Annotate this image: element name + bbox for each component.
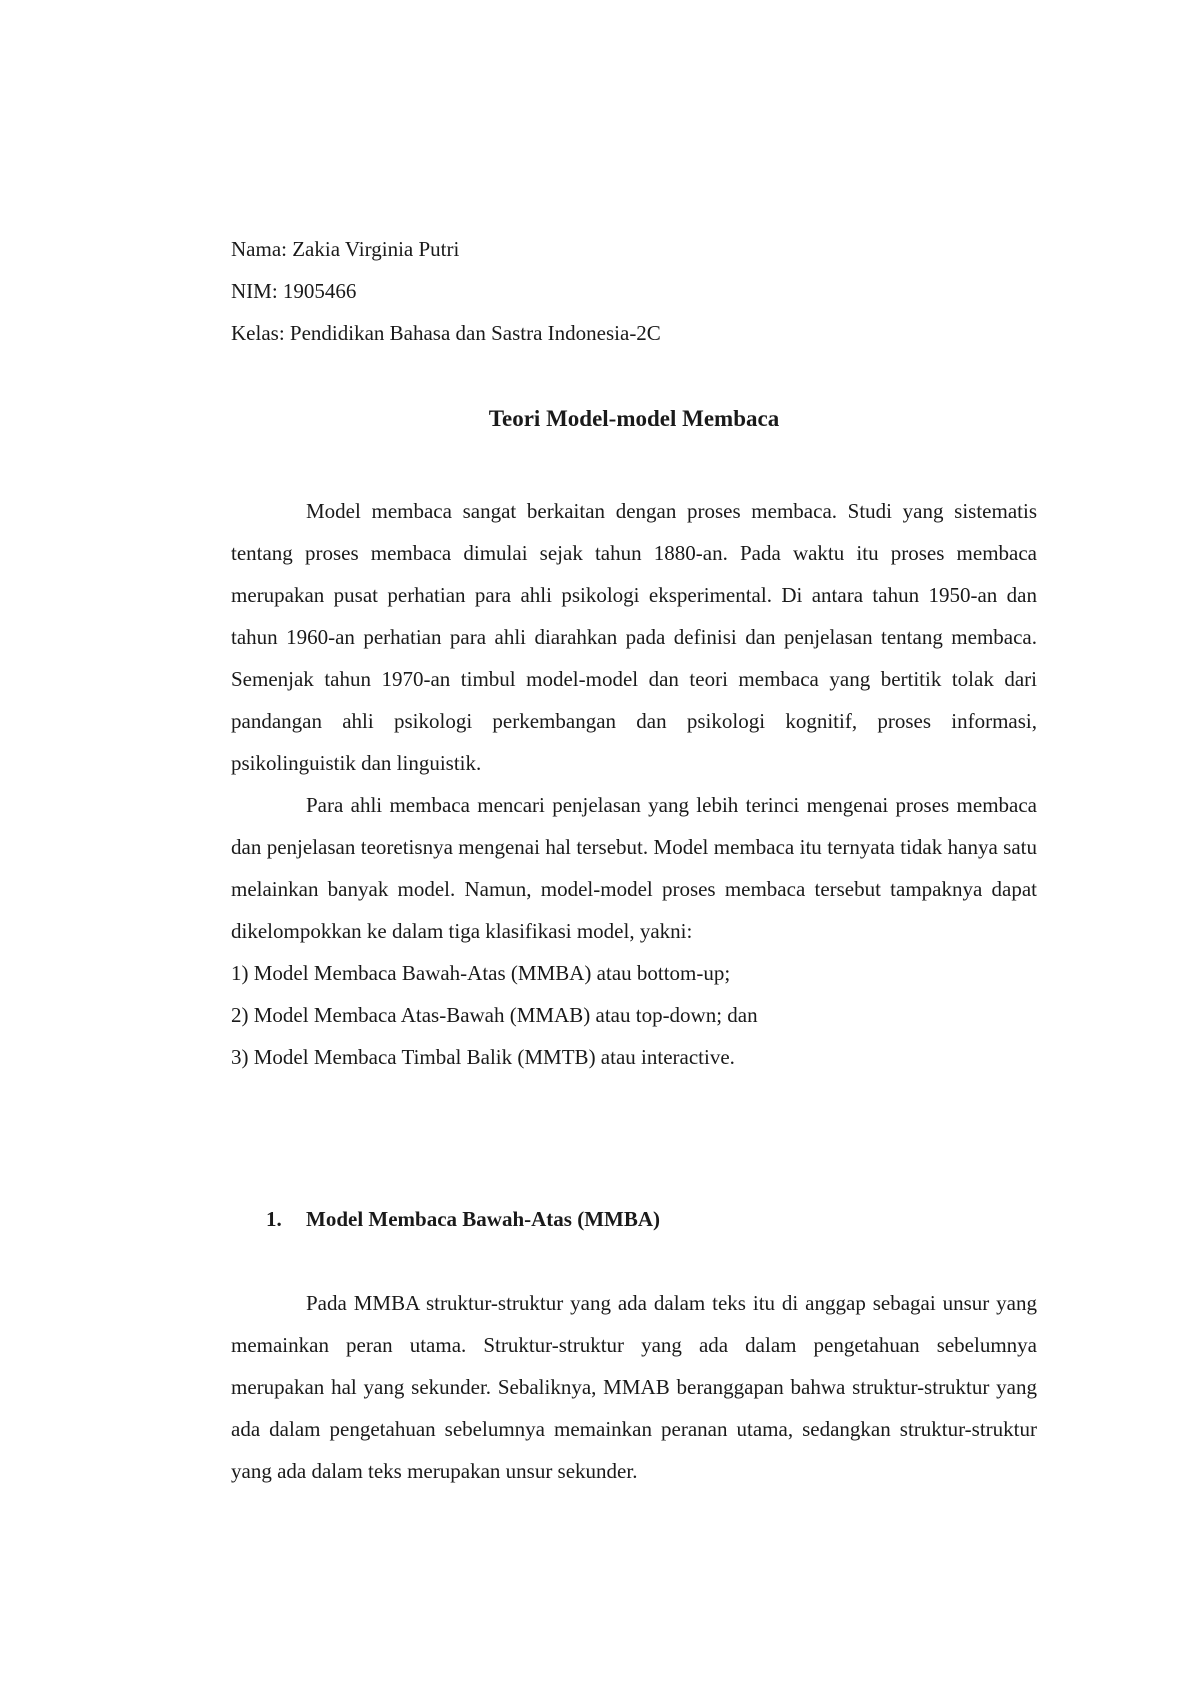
model-list-item: 2) Model Membaca Atas-Bawah (MMAB) atau top-down; dan xyxy=(231,1003,758,1027)
student-class: Kelas: Pendidikan Bahasa dan Sastra Indonesia-2C xyxy=(231,321,661,345)
intro-section xyxy=(231,490,1037,1078)
student-name: Nama: Zakia Virginia Putri xyxy=(231,237,460,261)
intro-paragraph-2: Para ahli membaca mencari penjelasan yang lebih terinci mengenai proses membaca dan penjelasan teoretisnya mengenai hal tersebut. Model membaca itu ternyata tidak hanya satu melainkan banyak model. Namun, model-model proses membaca tersebut tampaknya dapat dikelompokkan ke dalam tiga klasifikasi model, yakni: xyxy=(231,793,1037,943)
student-info xyxy=(231,228,1037,354)
model-list-item: 1) Model Membaca Bawah-Atas (MMBA) atau bottom-up; xyxy=(231,961,731,985)
section-heading-text: Model Membaca Bawah-Atas (MMBA) xyxy=(306,1207,661,1231)
intro-paragraph-1: Model membaca sangat berkaitan dengan proses membaca. Studi yang sistematis tentang proses membaca dimulai sejak tahun 1880-an. Pada waktu itu proses membaca merupakan pusat perhatian para ahli psikologi eksperimental. Di antara tahun 1950-an dan tahun 1960-an perhatian para ahli diarahkan pada definisi dan penjelasan tentang membaca. Semenjak tahun 1970-an timbul model-model dan teori membaca yang bertitik tolak dari pandangan ahli psikologi perkembangan dan psikologi kognitif, proses informasi, psikolinguistik dan linguistik. xyxy=(231,499,1037,775)
section-body-mmba xyxy=(231,1282,1037,1492)
model-list-item: 3) Model Membaca Timbal Balik (MMTB) atau interactive. xyxy=(231,1045,735,1069)
section-heading-mmba xyxy=(266,1198,1036,1240)
section-paragraph: Pada MMBA struktur-struktur yang ada dalam teks itu di anggap sebagai unsur yang memainkan peran utama. Struktur-struktur yang ada dalam pengetahuan sebelumnya merupakan hal yang sekunder. Sebaliknya, MMAB beranggapan bahwa struktur-struktur yang ada dalam pengetahuan sebelumnya memainkan peranan utama, sedangkan struktur-struktur yang ada dalam teks merupakan unsur sekunder. xyxy=(231,1291,1037,1483)
document-title: Teori Model-model Membaca xyxy=(488,406,780,431)
student-nim: NIM: 1905466 xyxy=(231,279,357,303)
section-number: 1. xyxy=(266,1207,282,1231)
